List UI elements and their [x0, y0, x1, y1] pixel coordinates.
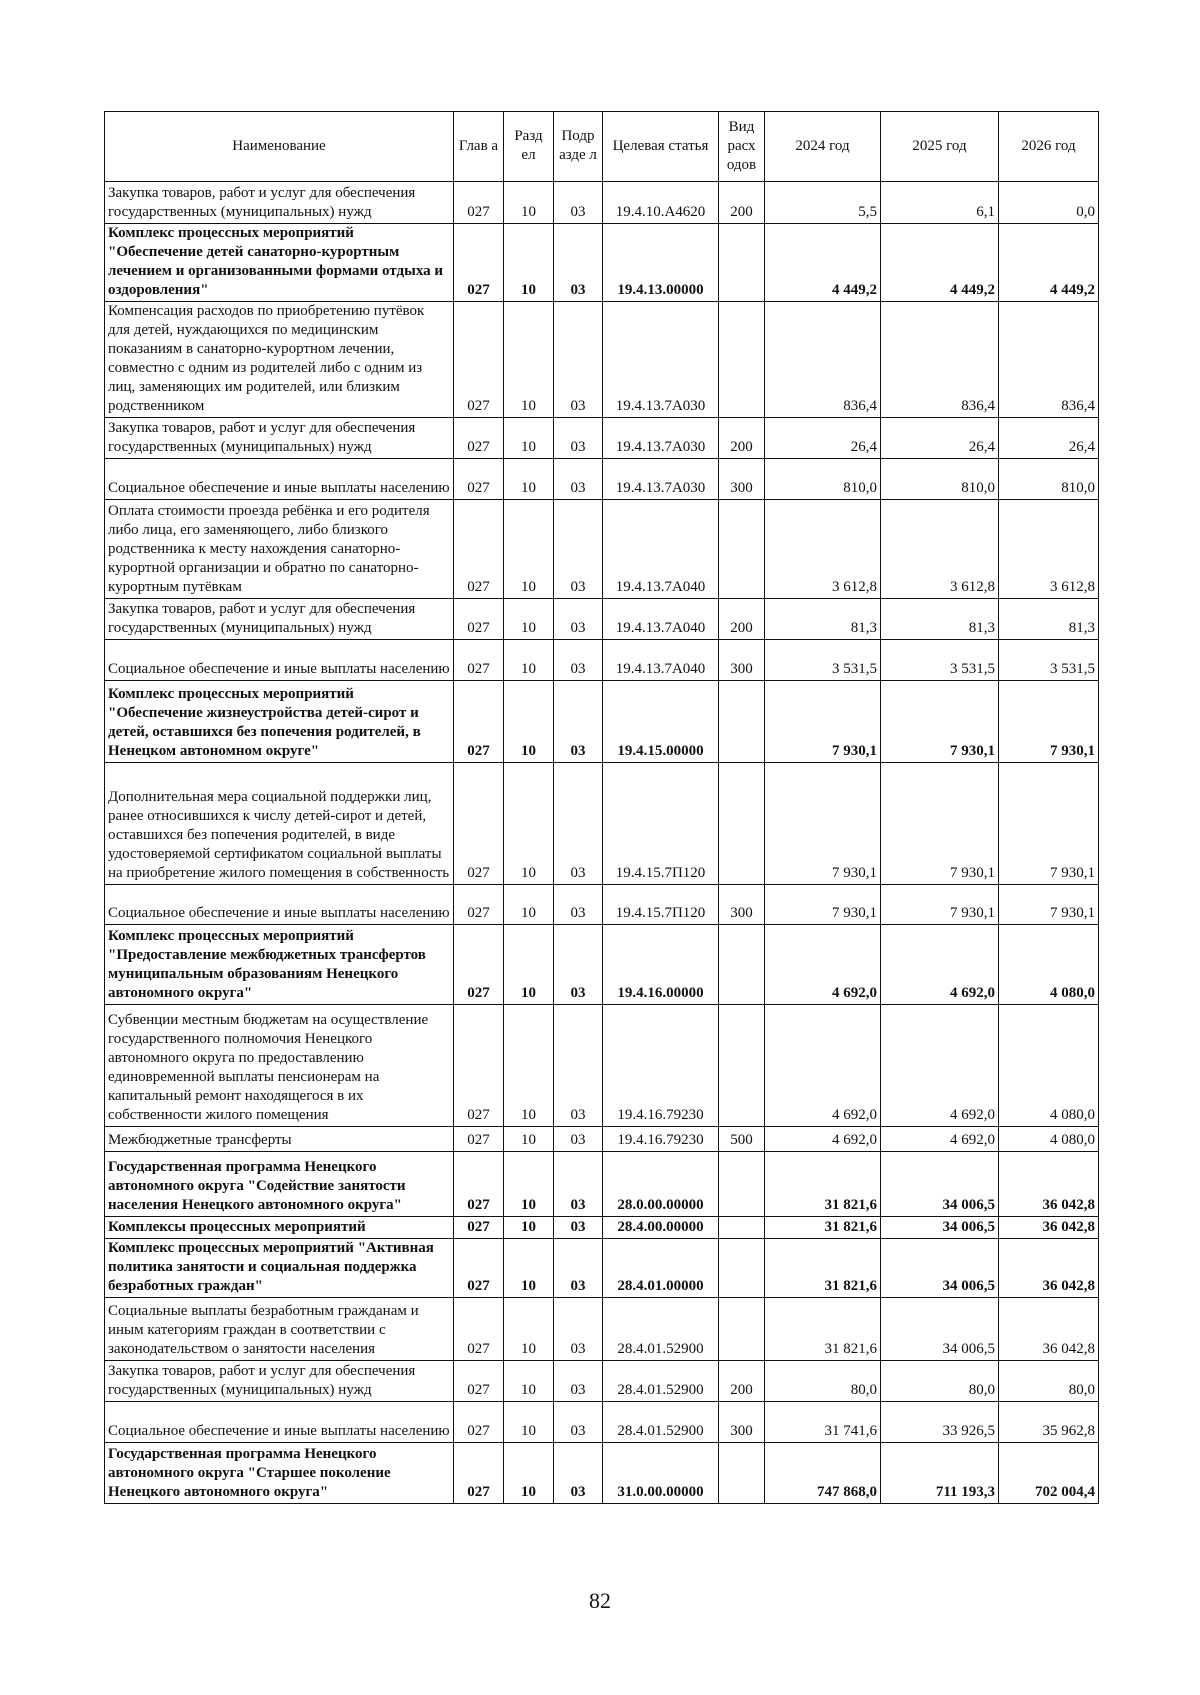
cell-y2024: 3 612,8 — [765, 500, 881, 599]
cell-article: 19.4.15.7П120 — [603, 763, 719, 885]
cell-vid — [719, 1152, 765, 1217]
cell-y2026: 7 930,1 — [999, 681, 1099, 763]
table-row — [105, 224, 1099, 302]
cell-podrazdel: 03 — [554, 500, 603, 599]
cell-y2024: 5,5 — [765, 182, 881, 224]
table-row — [105, 459, 1099, 500]
cell-y2024: 31 821,6 — [765, 1298, 881, 1361]
cell-y2026: 7 930,1 — [999, 763, 1099, 885]
cell-y2025: 3 612,8 — [881, 500, 999, 599]
cell-article: 28.4.01.52900 — [603, 1298, 719, 1361]
cell-y2024: 7 930,1 — [765, 885, 881, 925]
cell-y2026: 0,0 — [999, 182, 1099, 224]
cell-name: Закупка товаров, работ и услуг для обеспечения государственных (муниципальных) нужд — [105, 1361, 454, 1402]
cell-article: 19.4.16.00000 — [603, 925, 719, 1005]
cell-podrazdel: 03 — [554, 418, 603, 459]
table-row — [105, 1298, 1099, 1361]
cell-y2025: 711 193,3 — [881, 1443, 999, 1504]
cell-vid: 300 — [719, 640, 765, 681]
cell-podrazdel: 03 — [554, 1402, 603, 1443]
cell-glava: 027 — [454, 1361, 504, 1402]
cell-name: Закупка товаров, работ и услуг для обеспечения государственных (муниципальных) нужд — [105, 599, 454, 640]
cell-razdel: 10 — [504, 182, 554, 224]
cell-y2024: 7 930,1 — [765, 763, 881, 885]
header-article: Целевая статья — [603, 112, 719, 182]
cell-glava: 027 — [454, 925, 504, 1005]
cell-razdel: 10 — [504, 925, 554, 1005]
cell-glava: 027 — [454, 1402, 504, 1443]
cell-glava: 027 — [454, 681, 504, 763]
cell-vid — [719, 1217, 765, 1239]
cell-razdel: 10 — [504, 1127, 554, 1152]
cell-y2024: 4 449,2 — [765, 224, 881, 302]
cell-razdel: 10 — [504, 640, 554, 681]
cell-glava: 027 — [454, 763, 504, 885]
table-row — [105, 1217, 1099, 1239]
cell-razdel: 10 — [504, 885, 554, 925]
cell-article: 19.4.13.7А040 — [603, 599, 719, 640]
cell-name: Закупка товаров, работ и услуг для обеспечения государственных (муниципальных) нужд — [105, 418, 454, 459]
table-row — [105, 1402, 1099, 1443]
cell-vid — [719, 500, 765, 599]
cell-article: 28.0.00.00000 — [603, 1152, 719, 1217]
header-razdel: Разд ел — [504, 112, 554, 182]
cell-y2025: 6,1 — [881, 182, 999, 224]
cell-name: Субвенции местным бюджетам на осуществление государственного полномочия Ненецкого автономного округа по предоставлению единовременной выплаты пенсионерам на капитальный ремонт находящегося в их собственности жилого помещения — [105, 1005, 454, 1127]
cell-article: 19.4.15.00000 — [603, 681, 719, 763]
cell-y2026: 36 042,8 — [999, 1217, 1099, 1239]
cell-name: Социальное обеспечение и иные выплаты населению — [105, 1402, 454, 1443]
table-row — [105, 763, 1099, 885]
cell-y2026: 702 004,4 — [999, 1443, 1099, 1504]
page-number: 82 — [589, 1588, 611, 1613]
cell-y2024: 4 692,0 — [765, 1127, 881, 1152]
cell-podrazdel: 03 — [554, 224, 603, 302]
cell-name: Межбюджетные трансферты — [105, 1127, 454, 1152]
cell-y2024: 26,4 — [765, 418, 881, 459]
header-vid: Вид расх одов — [719, 112, 765, 182]
cell-podrazdel: 03 — [554, 1361, 603, 1402]
table-row — [105, 182, 1099, 224]
cell-y2024: 4 692,0 — [765, 925, 881, 1005]
cell-razdel: 10 — [504, 1152, 554, 1217]
cell-y2024: 31 821,6 — [765, 1152, 881, 1217]
cell-vid — [719, 1005, 765, 1127]
cell-vid — [719, 1239, 765, 1298]
header-podrazdel: Подр азде л — [554, 112, 603, 182]
cell-glava: 027 — [454, 182, 504, 224]
cell-glava: 027 — [454, 459, 504, 500]
header-glava: Глав а — [454, 112, 504, 182]
cell-y2025: 33 926,5 — [881, 1402, 999, 1443]
cell-vid — [719, 925, 765, 1005]
cell-glava: 027 — [454, 418, 504, 459]
cell-name: Комплекс процессных мероприятий "Обеспечение жизнеустройства детей-сирот и детей, оставшихся без попечения родителей, в Ненецком автономном округе" — [105, 681, 454, 763]
cell-vid: 500 — [719, 1127, 765, 1152]
cell-article: 19.4.15.7П120 — [603, 885, 719, 925]
table-row — [105, 418, 1099, 459]
cell-y2024: 81,3 — [765, 599, 881, 640]
cell-y2025: 34 006,5 — [881, 1298, 999, 1361]
table-row — [105, 681, 1099, 763]
cell-y2026: 4 080,0 — [999, 925, 1099, 1005]
cell-article: 19.4.13.00000 — [603, 224, 719, 302]
cell-razdel: 10 — [504, 1402, 554, 1443]
header-2024: 2024 год — [765, 112, 881, 182]
cell-y2025: 4 692,0 — [881, 925, 999, 1005]
cell-podrazdel: 03 — [554, 1127, 603, 1152]
cell-glava: 027 — [454, 885, 504, 925]
cell-article: 19.4.13.7А030 — [603, 418, 719, 459]
cell-vid: 200 — [719, 1361, 765, 1402]
cell-razdel: 10 — [504, 1239, 554, 1298]
cell-podrazdel: 03 — [554, 925, 603, 1005]
cell-y2026: 836,4 — [999, 302, 1099, 418]
cell-podrazdel: 03 — [554, 681, 603, 763]
cell-article: 19.4.13.7А030 — [603, 302, 719, 418]
cell-vid — [719, 763, 765, 885]
cell-y2026: 81,3 — [999, 599, 1099, 640]
cell-glava: 027 — [454, 1217, 504, 1239]
cell-glava: 027 — [454, 302, 504, 418]
cell-glava: 027 — [454, 1127, 504, 1152]
cell-vid: 200 — [719, 418, 765, 459]
cell-glava: 027 — [454, 224, 504, 302]
cell-podrazdel: 03 — [554, 1298, 603, 1361]
cell-razdel: 10 — [504, 681, 554, 763]
cell-name: Социальное обеспечение и иные выплаты населению — [105, 885, 454, 925]
cell-y2026: 7 930,1 — [999, 885, 1099, 925]
cell-name: Оплата стоимости проезда ребёнка и его родителя либо лица, его заменяющего, либо близкого родственника к месту нахождения санаторно-курортной организации и обратно по санаторно-курортным путёвкам — [105, 500, 454, 599]
cell-y2026: 4 449,2 — [999, 224, 1099, 302]
cell-name: Закупка товаров, работ и услуг для обеспечения государственных (муниципальных) нужд — [105, 182, 454, 224]
cell-razdel: 10 — [504, 1217, 554, 1239]
cell-glava: 027 — [454, 500, 504, 599]
cell-y2025: 7 930,1 — [881, 763, 999, 885]
table-row — [105, 640, 1099, 681]
table-row — [105, 885, 1099, 925]
cell-razdel: 10 — [504, 1298, 554, 1361]
cell-y2025: 80,0 — [881, 1361, 999, 1402]
cell-y2025: 26,4 — [881, 418, 999, 459]
cell-vid — [719, 1298, 765, 1361]
cell-glava: 027 — [454, 1152, 504, 1217]
cell-y2026: 36 042,8 — [999, 1152, 1099, 1217]
cell-name: Комплексы процессных мероприятий — [105, 1217, 454, 1239]
cell-podrazdel: 03 — [554, 302, 603, 418]
cell-name: Государственная программа Ненецкого автономного округа "Содействие занятости населения Ненецкого автономного округа" — [105, 1152, 454, 1217]
cell-podrazdel: 03 — [554, 640, 603, 681]
cell-y2024: 3 531,5 — [765, 640, 881, 681]
cell-y2024: 836,4 — [765, 302, 881, 418]
cell-y2026: 810,0 — [999, 459, 1099, 500]
cell-article: 28.4.01.52900 — [603, 1402, 719, 1443]
cell-article: 31.0.00.00000 — [603, 1443, 719, 1504]
cell-y2026: 80,0 — [999, 1361, 1099, 1402]
table-row — [105, 925, 1099, 1005]
header-2025: 2025 год — [881, 112, 999, 182]
cell-name: Комплекс процессных мероприятий "Предоставление межбюджетных трансфертов муниципальным образованиям Ненецкого автономного округа" — [105, 925, 454, 1005]
cell-y2024: 31 821,6 — [765, 1217, 881, 1239]
cell-y2026: 35 962,8 — [999, 1402, 1099, 1443]
cell-name: Социальное обеспечение и иные выплаты населению — [105, 640, 454, 681]
cell-podrazdel: 03 — [554, 1443, 603, 1504]
cell-y2025: 4 692,0 — [881, 1005, 999, 1127]
cell-razdel: 10 — [504, 418, 554, 459]
cell-article: 28.4.01.52900 — [603, 1361, 719, 1402]
cell-y2026: 3 531,5 — [999, 640, 1099, 681]
cell-podrazdel: 03 — [554, 182, 603, 224]
cell-razdel: 10 — [504, 1443, 554, 1504]
header-name: Наименование — [105, 112, 454, 182]
cell-y2025: 810,0 — [881, 459, 999, 500]
cell-vid: 300 — [719, 459, 765, 500]
cell-y2025: 4 449,2 — [881, 224, 999, 302]
cell-vid — [719, 681, 765, 763]
cell-razdel: 10 — [504, 1361, 554, 1402]
table-row — [105, 599, 1099, 640]
cell-name: Компенсация расходов по приобретению путёвок для детей, нуждающихся по медицинским показаниям в санаторно-курортном лечении, совместно с одним из родителей либо с одним из лиц, заменяющих им родителей, или близким родственником — [105, 302, 454, 418]
cell-y2026: 3 612,8 — [999, 500, 1099, 599]
cell-y2025: 81,3 — [881, 599, 999, 640]
cell-vid: 300 — [719, 885, 765, 925]
cell-podrazdel: 03 — [554, 885, 603, 925]
cell-podrazdel: 03 — [554, 459, 603, 500]
cell-y2025: 34 006,5 — [881, 1239, 999, 1298]
cell-y2025: 34 006,5 — [881, 1152, 999, 1217]
cell-y2026: 36 042,8 — [999, 1239, 1099, 1298]
cell-glava: 027 — [454, 1298, 504, 1361]
table-row — [105, 1005, 1099, 1127]
cell-vid: 200 — [719, 599, 765, 640]
cell-vid: 300 — [719, 1402, 765, 1443]
header-2026: 2026 год — [999, 112, 1099, 182]
cell-y2025: 7 930,1 — [881, 885, 999, 925]
cell-y2024: 80,0 — [765, 1361, 881, 1402]
cell-podrazdel: 03 — [554, 763, 603, 885]
cell-name: Комплекс процессных мероприятий "Активная политика занятости и социальная поддержка безработных граждан" — [105, 1239, 454, 1298]
cell-razdel: 10 — [504, 459, 554, 500]
cell-y2024: 747 868,0 — [765, 1443, 881, 1504]
cell-razdel: 10 — [504, 302, 554, 418]
cell-razdel: 10 — [504, 500, 554, 599]
cell-y2025: 34 006,5 — [881, 1217, 999, 1239]
cell-article: 19.4.13.7А040 — [603, 640, 719, 681]
cell-article: 19.4.13.7А030 — [603, 459, 719, 500]
cell-y2025: 7 930,1 — [881, 681, 999, 763]
cell-vid — [719, 224, 765, 302]
cell-y2024: 31 821,6 — [765, 1239, 881, 1298]
cell-y2026: 36 042,8 — [999, 1298, 1099, 1361]
cell-glava: 027 — [454, 1443, 504, 1504]
table-row — [105, 1152, 1099, 1217]
cell-razdel: 10 — [504, 1005, 554, 1127]
cell-razdel: 10 — [504, 224, 554, 302]
table-row — [105, 1239, 1099, 1298]
table-row — [105, 500, 1099, 599]
cell-name: Дополнительная мера социальной поддержки лиц, ранее относившихся к числу детей-сирот и детей, оставшихся без попечения родителей, в виде удостоверяемой сертификатом социальной выплаты на приобретение жилого помещения в собственность — [105, 763, 454, 885]
cell-podrazdel: 03 — [554, 1217, 603, 1239]
cell-podrazdel: 03 — [554, 1239, 603, 1298]
cell-y2026: 4 080,0 — [999, 1005, 1099, 1127]
cell-vid — [719, 302, 765, 418]
cell-y2024: 31 741,6 — [765, 1402, 881, 1443]
cell-podrazdel: 03 — [554, 599, 603, 640]
cell-y2025: 3 531,5 — [881, 640, 999, 681]
cell-razdel: 10 — [504, 599, 554, 640]
cell-y2024: 7 930,1 — [765, 681, 881, 763]
cell-y2024: 810,0 — [765, 459, 881, 500]
table-row — [105, 1443, 1099, 1504]
cell-article: 19.4.16.79230 — [603, 1005, 719, 1127]
cell-glava: 027 — [454, 1239, 504, 1298]
cell-article: 28.4.00.00000 — [603, 1217, 719, 1239]
table-row — [105, 1361, 1099, 1402]
cell-y2024: 4 692,0 — [765, 1005, 881, 1127]
cell-name: Социальные выплаты безработным гражданам и иным категориям граждан в соответствии с законодательством о занятости населения — [105, 1298, 454, 1361]
cell-podrazdel: 03 — [554, 1152, 603, 1217]
cell-y2025: 4 692,0 — [881, 1127, 999, 1152]
cell-article: 19.4.16.79230 — [603, 1127, 719, 1152]
cell-y2025: 836,4 — [881, 302, 999, 418]
cell-glava: 027 — [454, 640, 504, 681]
cell-name: Комплекс процессных мероприятий "Обеспечение детей санаторно-курортным лечением и организованными формами отдыха и оздоровления" — [105, 224, 454, 302]
budget-table — [104, 111, 1099, 1504]
cell-article: 19.4.13.7А040 — [603, 500, 719, 599]
table-header-row — [105, 112, 1099, 182]
cell-glava: 027 — [454, 1005, 504, 1127]
cell-name: Социальное обеспечение и иные выплаты населению — [105, 459, 454, 500]
table-row — [105, 1127, 1099, 1152]
cell-y2026: 26,4 — [999, 418, 1099, 459]
cell-vid: 200 — [719, 182, 765, 224]
table-row — [105, 302, 1099, 418]
cell-vid — [719, 1443, 765, 1504]
cell-name: Государственная программа Ненецкого автономного округа "Старшее поколение Ненецкого автономного округа" — [105, 1443, 454, 1504]
cell-razdel: 10 — [504, 763, 554, 885]
cell-glava: 027 — [454, 599, 504, 640]
cell-article: 28.4.01.00000 — [603, 1239, 719, 1298]
cell-y2026: 4 080,0 — [999, 1127, 1099, 1152]
cell-podrazdel: 03 — [554, 1005, 603, 1127]
cell-article: 19.4.10.А4620 — [603, 182, 719, 224]
